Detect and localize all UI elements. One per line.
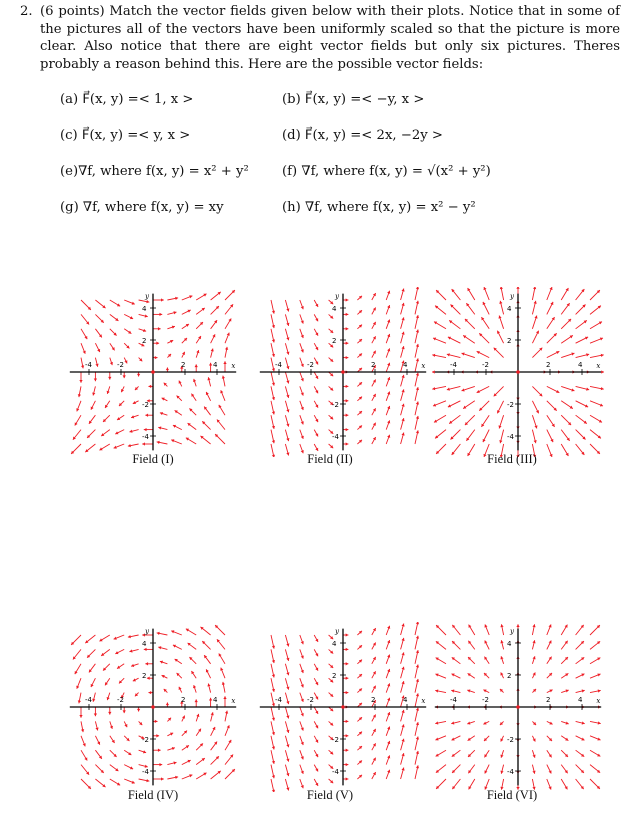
x-tick-label: 4 — [403, 696, 408, 704]
y-tick-label: 4 — [507, 640, 512, 648]
field-arrowhead — [155, 356, 158, 359]
field-arrowhead — [286, 352, 289, 355]
field-arrowhead — [401, 710, 404, 713]
field-arrowhead — [416, 301, 419, 304]
field-arrowhead — [166, 702, 169, 705]
y-axis-label: y — [145, 292, 149, 301]
x-tick-label: 4 — [213, 696, 218, 704]
y-tick-label: 4 — [332, 640, 337, 648]
field-arrowhead — [401, 389, 404, 392]
field-arrowhead — [207, 377, 210, 380]
field-arrowhead — [346, 691, 349, 694]
origin-marker — [341, 370, 345, 374]
plot-field-5 — [253, 622, 433, 792]
field-arrowhead — [137, 374, 140, 377]
field-arrowhead — [272, 775, 275, 778]
problem-text: (6 points) Match the vector fields given below with their plots. Notice that in some of the pictures all of the vectors have been uniformly scaled so that the picture is more clear. Also notice that there are eight vector fields but only six pictures. Theres probably a reason behind this. Here are the possible vector fields: — [40, 4, 620, 72]
y-axis-label: y — [510, 292, 514, 301]
problem-number: 2. — [20, 4, 33, 19]
y-tick-label: 2 — [507, 672, 512, 680]
x-tick-label: 2 — [546, 696, 551, 704]
field-arrowhead — [416, 416, 419, 419]
option-g: (g) ∇f, where f(x, y) = xy — [60, 200, 224, 215]
field-arrowhead — [272, 383, 275, 386]
field-arrowhead — [401, 332, 404, 335]
field-arrowhead — [94, 378, 97, 381]
field-arrowhead — [286, 366, 289, 369]
field-arrowhead — [451, 721, 454, 724]
field-arrowhead — [173, 761, 176, 764]
field-arrowhead — [286, 380, 289, 383]
field-arrowhead — [159, 763, 162, 766]
field-arrowhead — [346, 342, 349, 345]
field-arrowhead — [148, 691, 151, 694]
field-arrowhead — [158, 646, 161, 649]
x-axis-label: x — [421, 697, 426, 705]
field-arrowhead — [447, 353, 450, 356]
x-axis-label: x — [596, 697, 601, 705]
field-arrowhead — [346, 313, 349, 316]
field-arrowhead — [272, 339, 275, 342]
field-arrowhead — [137, 709, 140, 712]
field-arrowhead — [272, 746, 275, 749]
field-arrowhead — [346, 356, 349, 359]
field-arrowhead — [416, 358, 419, 361]
field-arrowhead — [108, 377, 111, 380]
field-arrowhead — [500, 771, 503, 774]
field-arrowhead — [159, 313, 162, 316]
field-arrowhead — [532, 640, 535, 643]
y-tick-label: 4 — [507, 305, 512, 313]
field-arrowhead — [286, 759, 289, 762]
field-arrowhead — [158, 749, 161, 752]
field-arrowhead — [145, 662, 148, 665]
y-tick-label: -4 — [142, 768, 149, 776]
field-arrowhead — [346, 734, 349, 737]
y-tick-label: -2 — [142, 736, 149, 744]
field-arrowhead — [155, 720, 158, 723]
field-arrowhead — [586, 353, 589, 356]
field-arrowhead — [272, 411, 275, 414]
field-arrowhead — [144, 648, 147, 651]
field-arrowhead — [158, 426, 161, 429]
field-arrowhead — [416, 373, 419, 376]
field-arrowhead — [129, 430, 132, 433]
field-arrowhead — [416, 722, 419, 725]
field-arrowhead — [346, 414, 349, 417]
field-arrowhead — [346, 677, 349, 680]
field-arrowhead — [142, 442, 145, 445]
field-arrowhead — [500, 287, 503, 289]
field-arrowhead — [416, 430, 419, 433]
origin-marker — [151, 370, 155, 374]
field-arrowhead — [207, 683, 210, 686]
y-axis-label: y — [145, 627, 149, 636]
field-arrowhead — [272, 354, 275, 357]
y-tick-label: 4 — [142, 305, 147, 313]
option-h: (h) ∇f, where f(x, y) = x² − y² — [282, 200, 476, 215]
x-axis-label: x — [231, 697, 236, 705]
field-arrowhead — [286, 730, 289, 733]
field-arrowhead — [272, 426, 275, 429]
caption-field-3: Field (III) — [487, 452, 537, 466]
field-arrowhead — [401, 739, 404, 742]
field-arrowhead — [401, 753, 404, 756]
y-tick-label: -2 — [332, 401, 339, 409]
y-axis-label: y — [335, 292, 339, 301]
field-arrowhead — [223, 696, 226, 699]
y-tick-label: -2 — [507, 401, 514, 409]
y-tick-label: -4 — [332, 433, 339, 441]
field-arrowhead — [416, 708, 419, 711]
origin-marker — [516, 370, 520, 374]
field-arrowhead — [211, 712, 214, 715]
x-axis-label: x — [231, 362, 236, 370]
field-arrowhead — [286, 323, 289, 326]
field-arrowhead — [416, 751, 419, 754]
field-arrowhead — [286, 409, 289, 412]
x-tick-label: -2 — [117, 696, 124, 704]
field-arrowhead — [272, 325, 275, 328]
origin-marker — [151, 705, 155, 709]
field-arrowhead — [401, 418, 404, 421]
field-arrowhead — [401, 433, 404, 436]
field-arrowhead — [447, 388, 450, 391]
field-arrowhead — [286, 337, 289, 340]
field-arrowhead — [346, 633, 349, 636]
field-arrowhead — [416, 402, 419, 405]
field-arrowhead — [161, 777, 164, 780]
field-arrowhead — [272, 646, 275, 649]
caption-field-6: Field (VI) — [486, 788, 538, 802]
field-arrowhead — [346, 399, 349, 402]
y-tick-label: -2 — [142, 401, 149, 409]
field-arrowhead — [156, 734, 159, 737]
field-arrowhead — [586, 388, 589, 391]
y-tick-label: -4 — [507, 768, 514, 776]
field-arrowhead — [451, 689, 454, 692]
field-arrowhead — [534, 440, 537, 443]
field-arrowhead — [499, 301, 502, 304]
field-arrowhead — [346, 327, 349, 330]
x-tick-label: 4 — [578, 361, 583, 369]
field-arrowhead — [272, 689, 275, 692]
x-tick-label: -4 — [450, 361, 457, 369]
y-tick-label: -4 — [507, 433, 514, 441]
field-arrowhead — [209, 363, 212, 366]
field-arrowhead — [582, 721, 585, 724]
field-arrowhead — [166, 367, 169, 370]
field-arrowhead — [401, 346, 404, 349]
field-arrowhead — [401, 681, 404, 684]
field-arrowhead — [416, 636, 419, 639]
field-arrowhead — [582, 689, 585, 692]
field-arrowhead — [533, 287, 536, 289]
field-arrowhead — [401, 624, 404, 627]
plot-field-1 — [63, 287, 243, 457]
field-arrowhead — [534, 301, 537, 304]
field-arrowhead — [516, 287, 519, 289]
option-c: (c) F⃗(x, y) =< y, x > — [60, 128, 191, 143]
field-arrowhead — [92, 392, 95, 395]
field-arrowhead — [123, 375, 126, 378]
field-arrowhead — [158, 327, 161, 330]
field-arrowhead — [286, 643, 289, 646]
field-arrowhead — [432, 370, 435, 373]
caption-field-1: Field (I) — [132, 452, 174, 466]
x-tick-label: -4 — [85, 696, 92, 704]
field-arrowhead — [145, 314, 148, 317]
field-arrowhead — [195, 364, 198, 367]
y-tick-label: 2 — [142, 337, 147, 345]
x-tick-label: -4 — [275, 696, 282, 704]
field-arrowhead — [223, 361, 226, 364]
y-tick-label: 4 — [142, 640, 147, 648]
field-arrowhead — [272, 674, 275, 677]
x-axis-label: x — [596, 362, 601, 370]
caption-field-4: Field (IV) — [127, 788, 179, 802]
x-tick-label: 2 — [546, 361, 551, 369]
field-arrowhead — [346, 442, 349, 445]
field-arrowhead — [272, 718, 275, 721]
y-tick-label: -4 — [142, 433, 149, 441]
x-tick-label: -2 — [482, 361, 489, 369]
field-arrowhead — [286, 773, 289, 776]
plot-field-2 — [253, 287, 433, 457]
option-d: (d) F⃗(x, y) =< 2x, −2y > — [282, 128, 443, 143]
field-arrowhead — [346, 662, 349, 665]
x-tick-label: 2 — [371, 696, 376, 704]
option-b: (b) F⃗(x, y) =< −y, x > — [282, 92, 425, 107]
y-tick-label: 2 — [507, 337, 512, 345]
vector-field-svg — [253, 287, 433, 457]
plot-field-3 — [428, 287, 608, 457]
field-arrowhead — [286, 672, 289, 675]
field-arrowhead — [272, 311, 275, 314]
y-tick-label: 4 — [332, 305, 337, 313]
x-tick-label: -2 — [307, 361, 314, 369]
field-arrowhead — [416, 344, 419, 347]
field-arrowhead — [108, 712, 111, 715]
y-axis-label: y — [335, 627, 339, 636]
field-arrowhead — [401, 303, 404, 306]
field-arrowhead — [416, 679, 419, 682]
field-arrowhead — [601, 370, 604, 373]
field-arrowhead — [500, 640, 503, 643]
field-arrowhead — [416, 650, 419, 653]
x-tick-label: -4 — [275, 361, 282, 369]
field-arrowhead — [346, 763, 349, 766]
y-tick-label: -2 — [507, 736, 514, 744]
x-axis-label: x — [421, 362, 426, 370]
field-arrowhead — [401, 317, 404, 320]
y-tick-label: -2 — [332, 736, 339, 744]
field-arrowhead — [272, 732, 275, 735]
field-arrowhead — [79, 380, 82, 383]
option-a: (a) F⃗(x, y) =< 1, x > — [60, 92, 194, 107]
field-arrowhead — [401, 404, 404, 407]
field-arrowhead — [401, 289, 404, 292]
field-arrowhead — [173, 311, 176, 314]
origin-marker — [341, 705, 345, 709]
field-arrowhead — [272, 440, 275, 443]
x-tick-label: -4 — [85, 361, 92, 369]
vector-field-svg — [63, 622, 243, 792]
field-arrowhead — [401, 768, 404, 771]
x-tick-label: -2 — [482, 696, 489, 704]
plot-field-4 — [63, 622, 243, 792]
field-arrowhead — [416, 330, 419, 333]
plot-field-6 — [428, 622, 608, 792]
field-arrowhead — [516, 624, 519, 627]
field-arrowhead — [416, 693, 419, 696]
field-arrowhead — [416, 765, 419, 768]
x-tick-label: 2 — [181, 361, 186, 369]
field-arrowhead — [286, 424, 289, 427]
field-arrowhead — [401, 724, 404, 727]
vector-field-svg — [63, 287, 243, 457]
field-arrowhead — [346, 749, 349, 752]
field-arrowhead — [416, 665, 419, 668]
field-arrowhead — [346, 648, 349, 651]
x-tick-label: 2 — [181, 696, 186, 704]
field-arrowhead — [416, 315, 419, 318]
vector-field-svg — [428, 622, 608, 792]
field-arrowhead — [416, 387, 419, 390]
field-arrowhead — [123, 710, 126, 713]
field-arrowhead — [161, 298, 164, 301]
field-arrowhead — [286, 308, 289, 311]
field-arrowhead — [95, 727, 98, 730]
field-arrowhead — [416, 737, 419, 740]
field-arrowhead — [272, 397, 275, 400]
caption-field-5: Field (V) — [306, 788, 354, 802]
vector-field-svg — [253, 622, 433, 792]
x-tick-label: -4 — [450, 696, 457, 704]
y-tick-label: -4 — [332, 768, 339, 776]
field-arrowhead — [286, 395, 289, 398]
field-arrowhead — [94, 713, 97, 716]
option-f: (f) ∇f, where f(x, y) = √(x² + y²) — [282, 164, 491, 179]
field-arrowhead — [401, 667, 404, 670]
x-tick-label: 2 — [371, 361, 376, 369]
field-arrowhead — [346, 298, 349, 301]
caption-field-2: Field (II) — [307, 452, 353, 466]
field-arrowhead — [286, 701, 289, 704]
field-arrowhead — [195, 699, 198, 702]
y-tick-label: 2 — [142, 672, 147, 680]
field-arrowhead — [92, 699, 95, 702]
field-arrowhead — [286, 715, 289, 718]
x-tick-label: 4 — [213, 361, 218, 369]
field-arrowhead — [211, 348, 214, 351]
x-tick-label: 4 — [578, 696, 583, 704]
field-arrowhead — [346, 720, 349, 723]
y-tick-label: 2 — [332, 672, 337, 680]
x-tick-label: -2 — [307, 696, 314, 704]
field-arrowhead — [79, 715, 82, 718]
field-arrowhead — [532, 771, 535, 774]
field-arrowhead — [144, 428, 147, 431]
field-arrowhead — [401, 638, 404, 641]
field-arrowhead — [286, 438, 289, 441]
field-arrowhead — [95, 364, 98, 367]
field-arrowhead — [209, 698, 212, 701]
field-arrowhead — [129, 649, 132, 652]
y-axis-label: y — [510, 627, 514, 636]
field-arrowhead — [401, 652, 404, 655]
field-arrowhead — [145, 414, 148, 417]
field-arrowhead — [272, 660, 275, 663]
field-arrowhead — [401, 375, 404, 378]
field-arrowhead — [346, 428, 349, 431]
field-arrowhead — [286, 744, 289, 747]
field-arrowhead — [499, 440, 502, 443]
y-tick-label: 2 — [332, 337, 337, 345]
field-arrowhead — [156, 342, 159, 345]
problem-statement — [20, 3, 620, 73]
field-arrowhead — [346, 385, 349, 388]
origin-marker — [516, 705, 520, 709]
field-arrowhead — [286, 687, 289, 690]
x-tick-label: 4 — [403, 361, 408, 369]
vector-field-svg — [428, 287, 608, 457]
field-arrowhead — [148, 385, 151, 388]
x-tick-label: -2 — [117, 361, 124, 369]
field-arrowhead — [286, 658, 289, 661]
field-arrowhead — [346, 777, 349, 780]
option-e: (e)∇f, where f(x, y) = x² + y² — [60, 164, 249, 179]
field-arrowhead — [147, 677, 150, 680]
field-arrowhead — [272, 761, 275, 764]
